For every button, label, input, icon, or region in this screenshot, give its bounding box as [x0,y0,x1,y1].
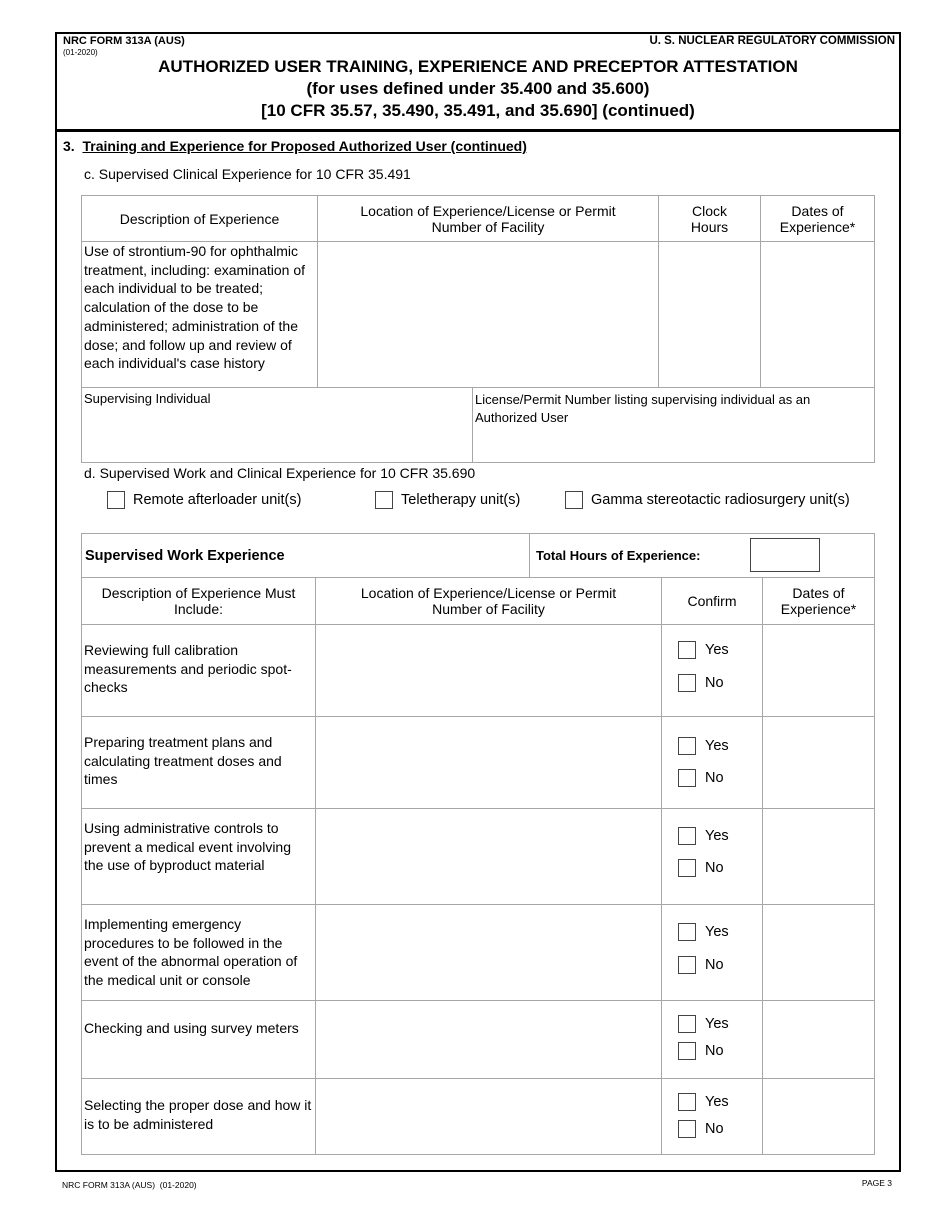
no-label: No [705,770,724,786]
section-title: Training and Experience for Proposed Authorized User (continued) [82,138,527,154]
no-checkbox[interactable] [678,956,696,974]
remote-afterloader-label: Remote afterloader unit(s) [133,492,302,508]
confirm-cell [662,717,763,809]
dates-input[interactable] [763,905,875,1001]
location-input[interactable] [316,905,662,1001]
part-c-table [81,195,875,388]
location-input[interactable] [316,809,662,905]
header-divider [55,129,901,132]
location-input[interactable] [316,1001,662,1079]
no-label: No [705,860,724,876]
supervisor-license-field[interactable] [473,388,875,463]
option-teletherapy[interactable] [375,491,520,509]
yes-label: Yes [705,924,729,940]
row-description: Using administrative controls to prevent a medical event involving the use of byproduct material [82,809,316,905]
confirm-no[interactable] [678,857,762,879]
total-hours-input[interactable] [750,538,820,572]
remote-afterloader-checkbox[interactable] [107,491,125,509]
confirm-yes[interactable] [678,825,762,847]
yes-checkbox[interactable] [678,1093,696,1111]
table-row [82,717,875,809]
confirm-cell [662,1001,763,1079]
row-description: Selecting the proper dose and how it is to be administered [82,1079,316,1155]
confirm-cell [662,1079,763,1155]
confirm-yes[interactable] [678,639,762,661]
confirm-cell [662,905,763,1001]
confirm-yes[interactable] [678,1013,762,1035]
gamma-stereotactic-checkbox[interactable] [565,491,583,509]
supervising-individual-field[interactable] [82,388,473,463]
confirm-no[interactable] [678,1040,762,1062]
col-header-location: Location of Experience/License or Permit Number of Facility [316,578,662,625]
yes-checkbox[interactable] [678,641,696,659]
dates-input[interactable] [763,717,875,809]
col-header-description: Description of Experience Must Include: [82,578,316,625]
supervisor-license-label: License/Permit Number listing supervising individual as an Authorized User [475,392,811,425]
location-input[interactable] [316,625,662,717]
dates-input[interactable] [763,1001,875,1079]
col-header-confirm: Confirm [662,578,763,625]
page-number: PAGE 3 [861,1178,892,1188]
no-label: No [705,957,724,973]
clock-hours-input[interactable] [659,242,761,388]
yes-checkbox[interactable] [678,1015,696,1033]
table-row [82,1079,875,1155]
confirm-yes[interactable] [678,1091,762,1113]
confirm-yes[interactable] [678,921,762,943]
row-description: Implementing emergency procedures to be followed in the event of the abnormal operation of the medical unit or console [82,905,316,1001]
col-header-location: Location of Experience/License or Permit Number of Facility [318,196,659,242]
col-header-description: Description of Experience [82,196,318,242]
yes-label: Yes [705,1016,729,1032]
teletherapy-checkbox[interactable] [375,491,393,509]
dates-input[interactable] [761,242,875,388]
row-description: Reviewing full calibration measurements and periodic spot-checks [82,625,316,717]
confirm-cell [662,809,763,905]
dates-input[interactable] [763,1079,875,1155]
title-line-2: (for uses defined under 35.400 and 35.600) [306,79,650,98]
section-number: 3. [63,138,75,154]
row-description: Checking and using survey meters [82,1001,316,1079]
no-checkbox[interactable] [678,1042,696,1060]
yes-label: Yes [705,642,729,658]
option-remote-afterloader[interactable] [107,491,301,509]
table-row [82,905,875,1001]
col-header-clock-hours: Clock Hours [659,196,761,242]
no-label: No [705,675,724,691]
yes-checkbox[interactable] [678,737,696,755]
no-label: No [705,1121,724,1137]
confirm-no[interactable] [678,672,762,694]
yes-label: Yes [705,738,729,754]
yes-label: Yes [705,1094,729,1110]
form-date: (01-2020) [63,48,98,57]
row-description: Preparing treatment plans and calculating treatment doses and times [82,717,316,809]
table-row [82,625,875,717]
form-title [56,56,900,122]
no-label: No [705,1043,724,1059]
yes-checkbox[interactable] [678,827,696,845]
option-gamma-stereotactic[interactable] [565,491,850,509]
teletherapy-label: Teletherapy unit(s) [401,492,521,508]
supervised-work-table [81,577,875,1155]
dates-input[interactable] [763,809,875,905]
supervised-work-title: Supervised Work Experience [82,534,530,578]
col-header-dates: Dates of Experience* [763,578,875,625]
title-line-3: [10 CFR 35.57, 35.490, 35.491, and 35.690] (continued) [261,101,695,120]
supervisor-table [81,387,875,463]
table-row [82,809,875,905]
part-c-heading: c. Supervised Clinical Experience for 10 CFR 35.491 [84,166,411,182]
dates-input[interactable] [763,625,875,717]
location-input[interactable] [318,242,659,388]
agency-name: U. S. NUCLEAR REGULATORY COMMISSION [649,35,895,47]
location-input[interactable] [316,717,662,809]
yes-label: Yes [705,828,729,844]
no-checkbox[interactable] [678,674,696,692]
no-checkbox[interactable] [678,859,696,877]
confirm-no[interactable] [678,1118,762,1140]
no-checkbox[interactable] [678,769,696,787]
total-hours-label: Total Hours of Experience: [536,548,701,563]
yes-checkbox[interactable] [678,923,696,941]
footer-form-number: NRC FORM 313A (AUS) (01-2020) [62,1180,197,1190]
confirm-yes[interactable] [678,735,762,757]
table-row [82,1001,875,1079]
section-heading [63,138,527,154]
gamma-stereotactic-label: Gamma stereotactic radiosurgery unit(s) [591,492,850,508]
confirm-cell [662,625,763,717]
form-number: NRC FORM 313A (AUS) [63,35,185,47]
supervised-work-table-header [81,533,875,578]
total-hours-cell [530,534,875,578]
title-line-1: AUTHORIZED USER TRAINING, EXPERIENCE AND PRECEPTOR ATTESTATION [158,57,798,76]
no-checkbox[interactable] [678,1120,696,1138]
supervising-individual-label: Supervising Individual [84,391,211,406]
confirm-no[interactable] [678,767,762,789]
location-input[interactable] [316,1079,662,1155]
experience-description: Use of strontium-90 for ophthalmic treatment, including: examination of each individual to be treated; calculation of the dose to be administered; administration of the dose; and follow up and review of each individual's case history [82,242,318,388]
confirm-no[interactable] [678,954,762,976]
col-header-dates: Dates of Experience* [761,196,875,242]
part-d-heading: d. Supervised Work and Clinical Experience for 10 CFR 35.690 [84,465,476,481]
